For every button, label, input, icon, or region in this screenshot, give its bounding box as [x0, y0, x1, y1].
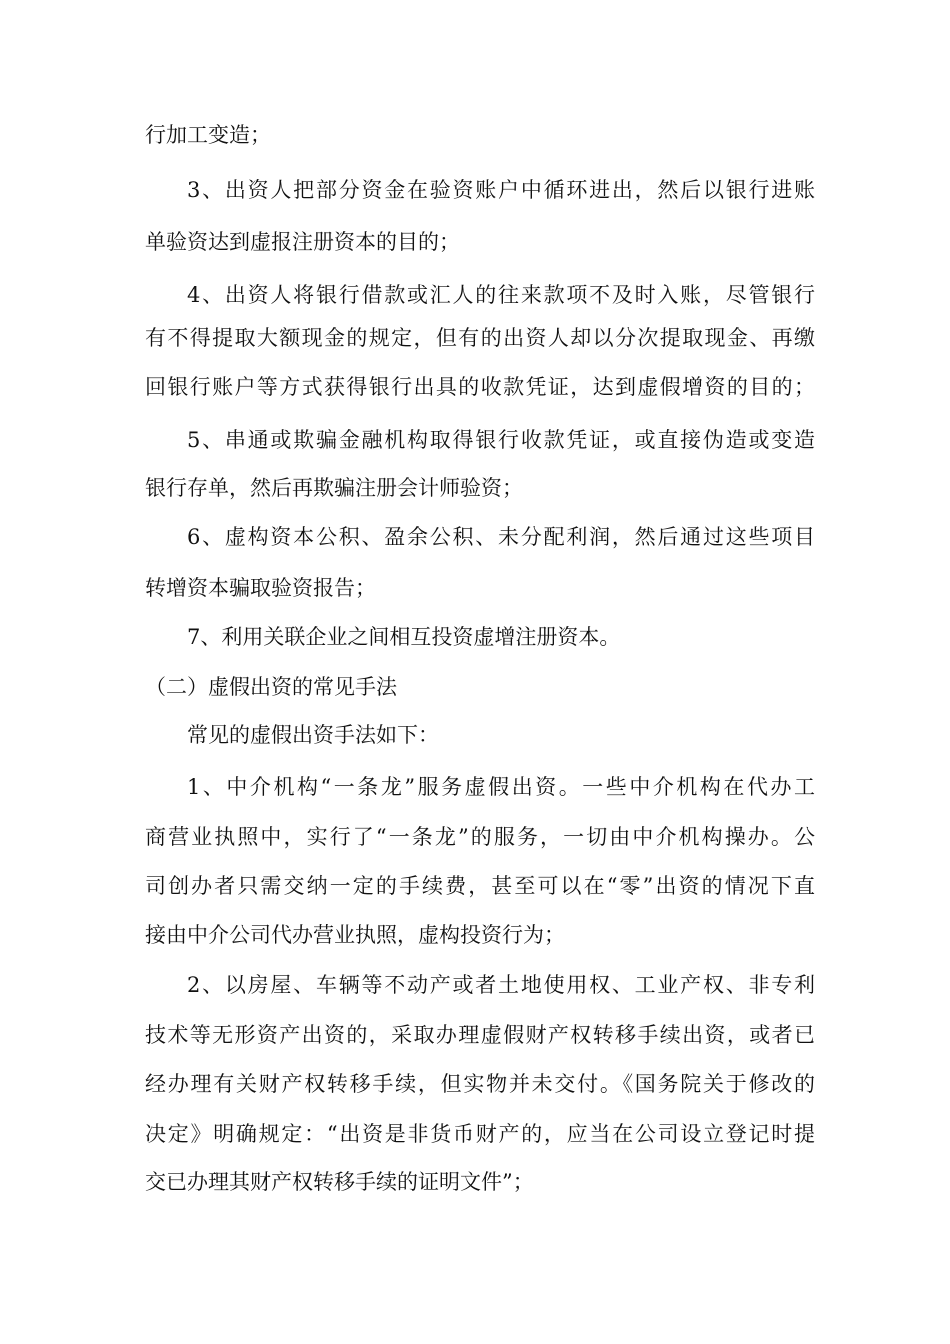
text-line: 银行存单，然后再欺骗注册会计师验资； — [145, 476, 523, 500]
text-line: 商营业执照中，实行了“一条龙”的服务，一切由中介机构操办。公 — [145, 825, 815, 849]
text-line: 2、以房屋、车辆等不动产或者土地使用权、工业产权、非专利 — [187, 973, 815, 997]
section-heading: （二）虚假出资的常见手法 — [145, 675, 397, 699]
text-line: 6、虚构资本公积、盈余公积、未分配利润，然后通过这些项目 — [187, 525, 815, 549]
text-line: 3、出资人把部分资金在验资账户中循环进出，然后以银行进账 — [187, 178, 815, 202]
text-line: 7、利用关联企业之间相互投资虚增注册资本。 — [187, 625, 621, 649]
text-line: 经办理有关财产权转移手续，但实物并未交付。《国务院关于修改的 — [145, 1072, 815, 1096]
text-line: 4、出资人将银行借款或汇人的往来款项不及时入账，尽管银行 — [187, 283, 815, 307]
text-line: 5、串通或欺骗金融机构取得银行收款凭证，或直接伪造或变造 — [187, 428, 815, 452]
text-line: 决定》明确规定：“出资是非货币财产的，应当在公司设立登记时提 — [145, 1122, 815, 1146]
text-line: 司创办者只需交纳一定的手续费，甚至可以在“零”出资的情况下直 — [145, 874, 815, 898]
text-line: 1、中介机构“一条龙”服务虚假出资。一些中介机构在代办工 — [187, 775, 815, 799]
text-line: 单验资达到虚报注册资本的目的； — [145, 230, 460, 254]
text-line: 交已办理其财产权转移手续的证明文件”； — [145, 1170, 534, 1194]
text-line: 行加工变造； — [145, 123, 271, 147]
text-line: 转增资本骗取验资报告； — [145, 576, 376, 600]
text-line: 技术等无形资产出资的，采取办理虚假财产权转移手续出资，或者已 — [145, 1023, 815, 1047]
text-line: 有不得提取大额现金的规定，但有的出资人却以分次提取现金、再缴 — [145, 326, 815, 350]
text-line: 接由中介公司代办营业执照，虚构投资行为； — [145, 923, 565, 947]
text-line: 回银行账户等方式获得银行出具的收款凭证，达到虚假增资的目的； — [145, 375, 815, 399]
text-line: 常见的虚假出资手法如下： — [187, 723, 439, 747]
